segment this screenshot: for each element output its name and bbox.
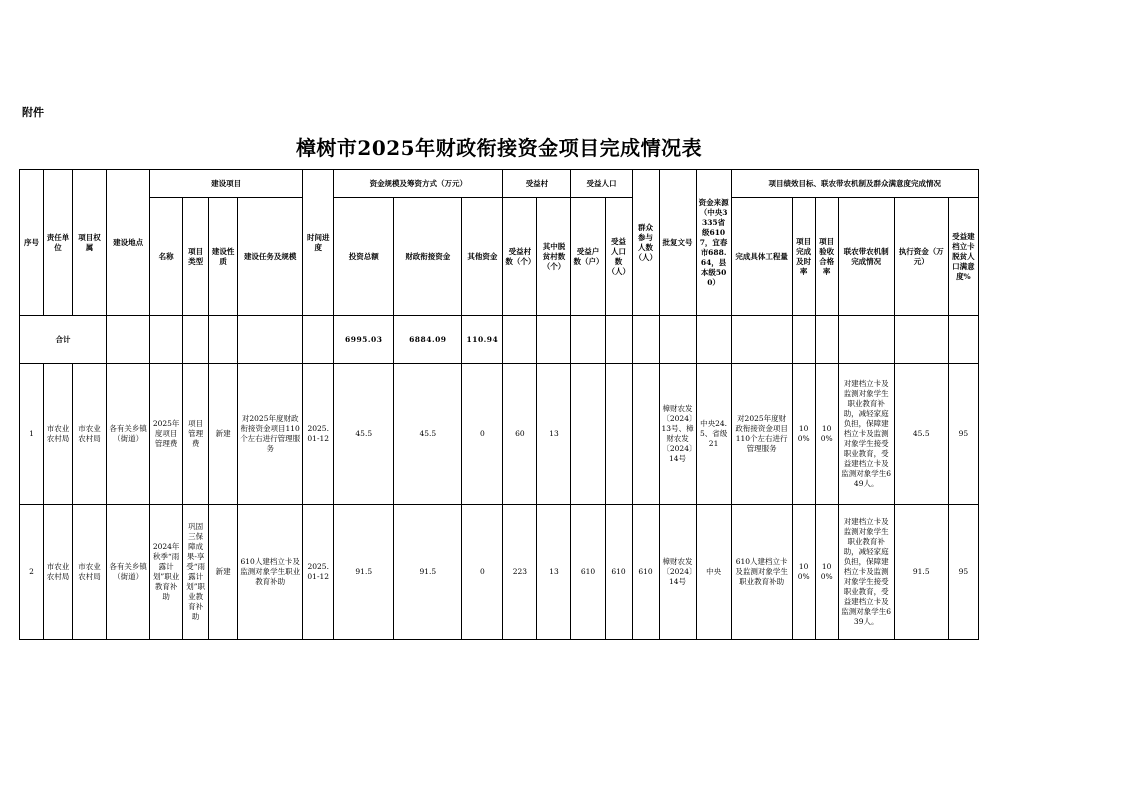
header-performance-group: 项目绩效目标、联农带农机制及群众满意度完成情况 [731, 170, 978, 198]
row-responsible-unit: 市农业农村局 [44, 364, 73, 505]
row-benefit-households: 610 [571, 505, 605, 640]
row-total-investment: 91.5 [334, 505, 394, 640]
row-other-funds: 0 [462, 364, 503, 505]
row-poverty-villages: 13 [537, 364, 571, 505]
table-row [20, 505, 979, 640]
row-fiscal-funds: 91.5 [394, 505, 462, 640]
row-satisfaction: 95 [948, 505, 978, 640]
row-mass-participants [632, 364, 659, 505]
header-other-funds: 其他资金 [462, 198, 503, 316]
row-benefit-households [571, 364, 605, 505]
header-fund-source: 资金来源（中央3335省级6107，宜春市688.64，县本级500） [696, 170, 731, 316]
row-linkage: 对建档立卡及监测对象学生职业教育补助，减轻家庭负担，保障建档立卡及监测对象学生接受职业教育，受益建档立卡及监测对象学生649人。 [838, 364, 894, 505]
row-timely-rate: 100% [792, 505, 815, 640]
header-seq: 序号 [20, 170, 44, 316]
row-name: 2024年秋季“雨露计划”职业教育补助 [150, 505, 183, 640]
row-work-completed: 对2025年度财政衔接资金项目110个左右进行管理服务 [731, 364, 792, 505]
attachment-label: 附件 [22, 106, 44, 119]
header-total-investment: 投资总额 [334, 198, 394, 316]
header-construction-nature: 建设性质 [209, 198, 238, 316]
row-fund-source: 中央24.5、省级21 [696, 364, 731, 505]
document-title: 樟树市2025年财政衔接资金项目完成情况表 [295, 136, 703, 160]
row-approval-doc: 樟财农发〔2024〕14号 [659, 505, 696, 640]
header-task-scale: 建设任务及规模 [238, 198, 303, 316]
row-seq: 2 [20, 505, 44, 640]
row-location: 各有关乡镇（街道） [107, 505, 150, 640]
row-approval-doc: 樟财农发〔2024〕13号、樟财农发〔2024〕14号 [659, 364, 696, 505]
row-schedule: 2025.01-12 [303, 505, 334, 640]
header-benefit-households: 受益户数（户） [571, 198, 605, 316]
row-acceptance-rate: 100% [815, 364, 838, 505]
row-benefit-villages: 60 [503, 364, 537, 505]
row-ownership: 市农业农村局 [73, 364, 107, 505]
row-ownership: 市农业农村局 [73, 505, 107, 640]
header-funding-group: 资金规模及筹资方式（万元） [334, 170, 503, 198]
row-benefit-persons [605, 364, 632, 505]
header-satisfaction: 受益建档立卡脱贫人口满意度% [948, 198, 978, 316]
totals-other-funds: 110.94 [462, 316, 503, 364]
header-row-group [20, 170, 979, 198]
header-timely-rate: 项目完成及时率 [792, 198, 815, 316]
row-schedule: 2025.01-12 [303, 364, 334, 505]
header-ownership: 项目权属 [73, 170, 107, 316]
row-executed-funds: 91.5 [894, 505, 948, 640]
row-responsible-unit: 市农业农村局 [44, 505, 73, 640]
header-responsible-unit: 责任单位 [44, 170, 73, 316]
row-total-investment: 45.5 [334, 364, 394, 505]
row-fund-source: 中央 [696, 505, 731, 640]
row-other-funds: 0 [462, 505, 503, 640]
row-nature: 新建 [209, 505, 238, 640]
header-location: 建设地点 [107, 170, 150, 316]
row-linkage: 对建档立卡及监测对象学生职业教育补助，减轻家庭负担，保障建档立卡及监测对象学生接受职业教育，受益建档立卡及监测对象学生639人。 [838, 505, 894, 640]
header-work-completed: 完成具体工程量 [731, 198, 792, 316]
row-timely-rate: 100% [792, 364, 815, 505]
header-schedule: 时间进度 [303, 170, 334, 316]
header-linkage: 联农带农机制完成情况 [838, 198, 894, 316]
totals-investment: 6995.03 [334, 316, 394, 364]
row-location: 各有关乡镇（街道） [107, 364, 150, 505]
header-poverty-villages: 其中脱贫村数（个） [537, 198, 571, 316]
table-row [20, 364, 979, 505]
totals-fiscal-funds: 6884.09 [394, 316, 462, 364]
row-mass-participants: 610 [632, 505, 659, 640]
header-benefit-population-group: 受益人口 [571, 170, 632, 198]
row-seq: 1 [20, 364, 44, 505]
header-benefit-villages: 受益村数（个） [503, 198, 537, 316]
header-acceptance-rate: 项目验收合格率 [815, 198, 838, 316]
row-satisfaction: 95 [948, 364, 978, 505]
row-acceptance-rate: 100% [815, 505, 838, 640]
row-project-type: 巩固三保障成果-享受“雨露计划”职业教育补助 [183, 505, 209, 640]
row-work-completed: 610人建档立卡及监测对象学生职业教育补助 [731, 505, 792, 640]
row-task-scale: 610人建档立卡及监测对象学生职业教育补助 [238, 505, 303, 640]
header-fiscal-funds: 财政衔接资金 [394, 198, 462, 316]
header-row-columns [20, 198, 979, 316]
header-name: 名称 [150, 198, 183, 316]
row-task-scale: 对2025年度财政衔接资金项目110个左右进行管理服务 [238, 364, 303, 505]
header-benefit-persons: 受益人口数（人） [605, 198, 632, 316]
row-benefit-persons: 610 [605, 505, 632, 640]
row-executed-funds: 45.5 [894, 364, 948, 505]
header-construction-project: 建设项目 [150, 170, 303, 198]
row-poverty-villages: 13 [537, 505, 571, 640]
header-executed-funds: 执行资金（万元） [894, 198, 948, 316]
header-approval-doc: 批复文号 [659, 170, 696, 316]
header-project-type: 项目类型 [183, 198, 209, 316]
row-benefit-villages: 223 [503, 505, 537, 640]
header-benefit-village-group: 受益村 [503, 170, 571, 198]
header-mass-participants: 群众参与人数（人） [632, 170, 659, 316]
project-completion-table [19, 169, 979, 640]
row-name: 2025年度项目管理费 [150, 364, 183, 505]
row-project-type: 项目管理费 [183, 364, 209, 505]
totals-row [20, 316, 979, 364]
row-fiscal-funds: 45.5 [394, 364, 462, 505]
totals-label: 合计 [20, 316, 107, 364]
row-nature: 新建 [209, 364, 238, 505]
